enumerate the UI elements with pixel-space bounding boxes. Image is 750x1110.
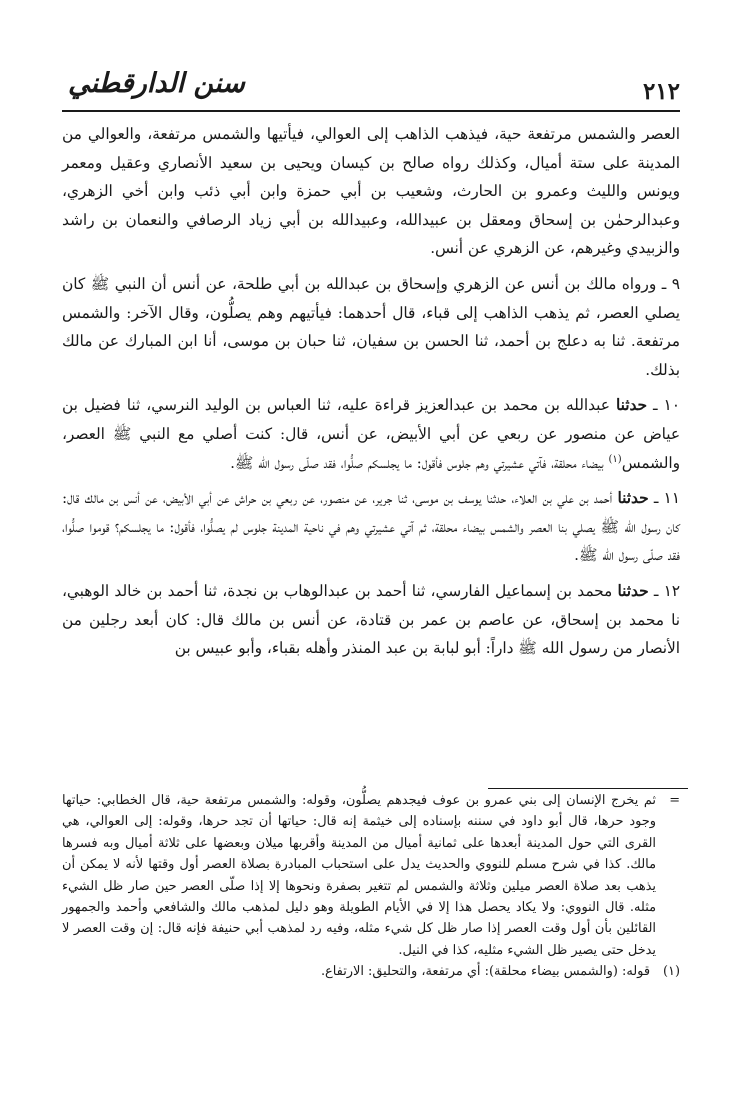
paragraph-continuation [62, 120, 680, 263]
hadith-number: ١٢ ـ [653, 581, 680, 600]
hadith-lead: حدثنا [615, 396, 647, 415]
hadith-lead: حدثنا [617, 581, 649, 600]
page-number: ٢١٢ [642, 78, 680, 105]
footnote-text: ثم يخرج الإنسان إلى بني عمرو بن عوف فيجدهم يصلُّون، وقوله: والشمس مرتفعة حية، قال الخطابي: حياتها وجود حرها، قال أبو داود في سننه بإسناده إلى خيثمة إنه قال: حياتها أن تجد حرها، وقوله: إلى العوالي، هي القرى التي حول المدينة أبعدها على ثمانية أميال من المدينة وأقربها ميلان وبعضها على ثلاثة أميال وبه فسرها مالك. كذا في شرح مسلم للنووي والحديث يدل على استحباب المبادرة بصلاة العصر أول وقتها لأنه لا يمكن أن يذهب بعد صلاة العصر ميلين وثلاثة والشمس لم تتغير بصفرة ونحوها إلا إذا صلّى العصر حين صار ظل الشيء مثله. قال النووي: ولا يكاد يحصل هذا إلا في الأيام الطويلة وهو دليل لمذهب مالك والشافعي وأحمد والجمهور القائلين بأن أول وقت العصر إذا صار ظل كل شيء مثله، وفيه رد لمذهب أبي حنيفة فإنه قال: إن وقت العصر لا يدخل حتى يصير ظل الشيء مثليه، كذا في النيل. [62, 793, 656, 958]
paragraph-text: أحمد بن علي بن العلاء، حدثنا يوسف بن موسى، ثنا جرير، عن منصور، عن ربعي بن حراش عن أبي الأبيض، عن أنس بن مالك قال: كان رسول الله ﷺ يصلي بنا العصر والشمس بيضاء محلقة، ثم آتي عشيرتي وهم في ناحية المدينة جلوس لم يصلُّوا، فأقول: ما يجلسكم؟ قوموا صلُّوا، فقد صلّى رسول الله ﷺ. [62, 489, 680, 565]
main-text [62, 120, 680, 663]
footnote-reference[interactable]: (١) [608, 453, 622, 465]
paragraph-text: عبدالله بن محمد بن عبدالعزيز قراءة عليه، ثنا العباس بن الوليد النرسي، ثنا فضيل بن عياض عن منصور عن ربعي عن أبي الأبيض، عن أنس، قال: كنت أصلي مع النبي ﷺ العصر، والشمس [62, 396, 680, 472]
paragraph-text-after: بيضاء محلقة، فآتي عشيرتي وهم جلوس فأقول: ما يجلسكم صلُّوا، فقد صلّى رسول الله ﷺ. [230, 453, 604, 472]
footnote-divider [488, 788, 688, 789]
hadith-lead: حدثنا [617, 489, 649, 508]
paragraph-text: ورواه مالك بن أنس عن الزهري وإسحاق بن عبدالله بن أبي طلحة، عن أنس أن النبي ﷺ كان يصلي العصر، ثم يذهب الذاهب إلى قباء، قال أحدهما: فيأتيهم وهم يصلُّون، وقال الآخر: والشمس مرتفعة. ثنا به دعلج بن أحمد، ثنا الحسن بن سفيان، ثنا حبان بن موسى، أنا ابن المبارك عن مالك بذلك. [62, 274, 680, 379]
hadith-number: ٩ ـ [661, 274, 680, 293]
hadith-11 [62, 484, 680, 570]
paragraph-text: محمد بن إسماعيل الفارسي، ثنا أحمد بن عبدالوهاب بن نجدة، ثنا أحمد بن خالد الوهبي، نا محمد بن إسحاق، عن عاصم بن عمر بن قتادة، عن أنس بن مالك قال: كان أبعد رجلين من الأنصار من رسول الله ﷺ داراً: أبو لبابة بن عبد المنذر وأهله بقباء، وأبو عبيس بن [62, 581, 680, 658]
continuation-mark: = [669, 793, 680, 808]
footnote-number: (١) [663, 964, 680, 980]
footnote-1 [62, 961, 680, 982]
hadith-10 [62, 391, 680, 477]
hadith-number: ١١ ـ [653, 489, 680, 508]
hadith-9 [62, 270, 680, 384]
page-header [62, 58, 680, 112]
hadith-12 [62, 577, 680, 663]
hadith-number: ١٠ ـ [653, 396, 680, 415]
footnotes [62, 790, 680, 983]
footnote-text: قوله: (والشمس بيضاء محلقة): أي مرتفعة، والتحليق: الارتفاع. [320, 964, 650, 980]
book-title: سنن الدارقطني [68, 68, 245, 99]
footnote-continuation [62, 790, 680, 961]
paragraph-text: العصر والشمس مرتفعة حية، فيذهب الذاهب إلى العوالي، فيأتيها والشمس مرتفعة، والعوالي من المدينة على ستة أميال، وكذلك رواه صالح بن كيسان ويحيى بن سعيد الأنصاري وعقيل ومعمر ويونس والليث وعمرو بن الحارث، وشعيب بن أبي حمزة وابن أبي ذئب وابن أخي الزهري، وعبدالرحمٰن بن إسحاق ومعقل بن عبيدالله، وعبيدالله بن أبي زياد الرصافي والنعمان بن راشد والزبيدي وغيرهم، عن الزهري عن أنس. [62, 125, 680, 258]
